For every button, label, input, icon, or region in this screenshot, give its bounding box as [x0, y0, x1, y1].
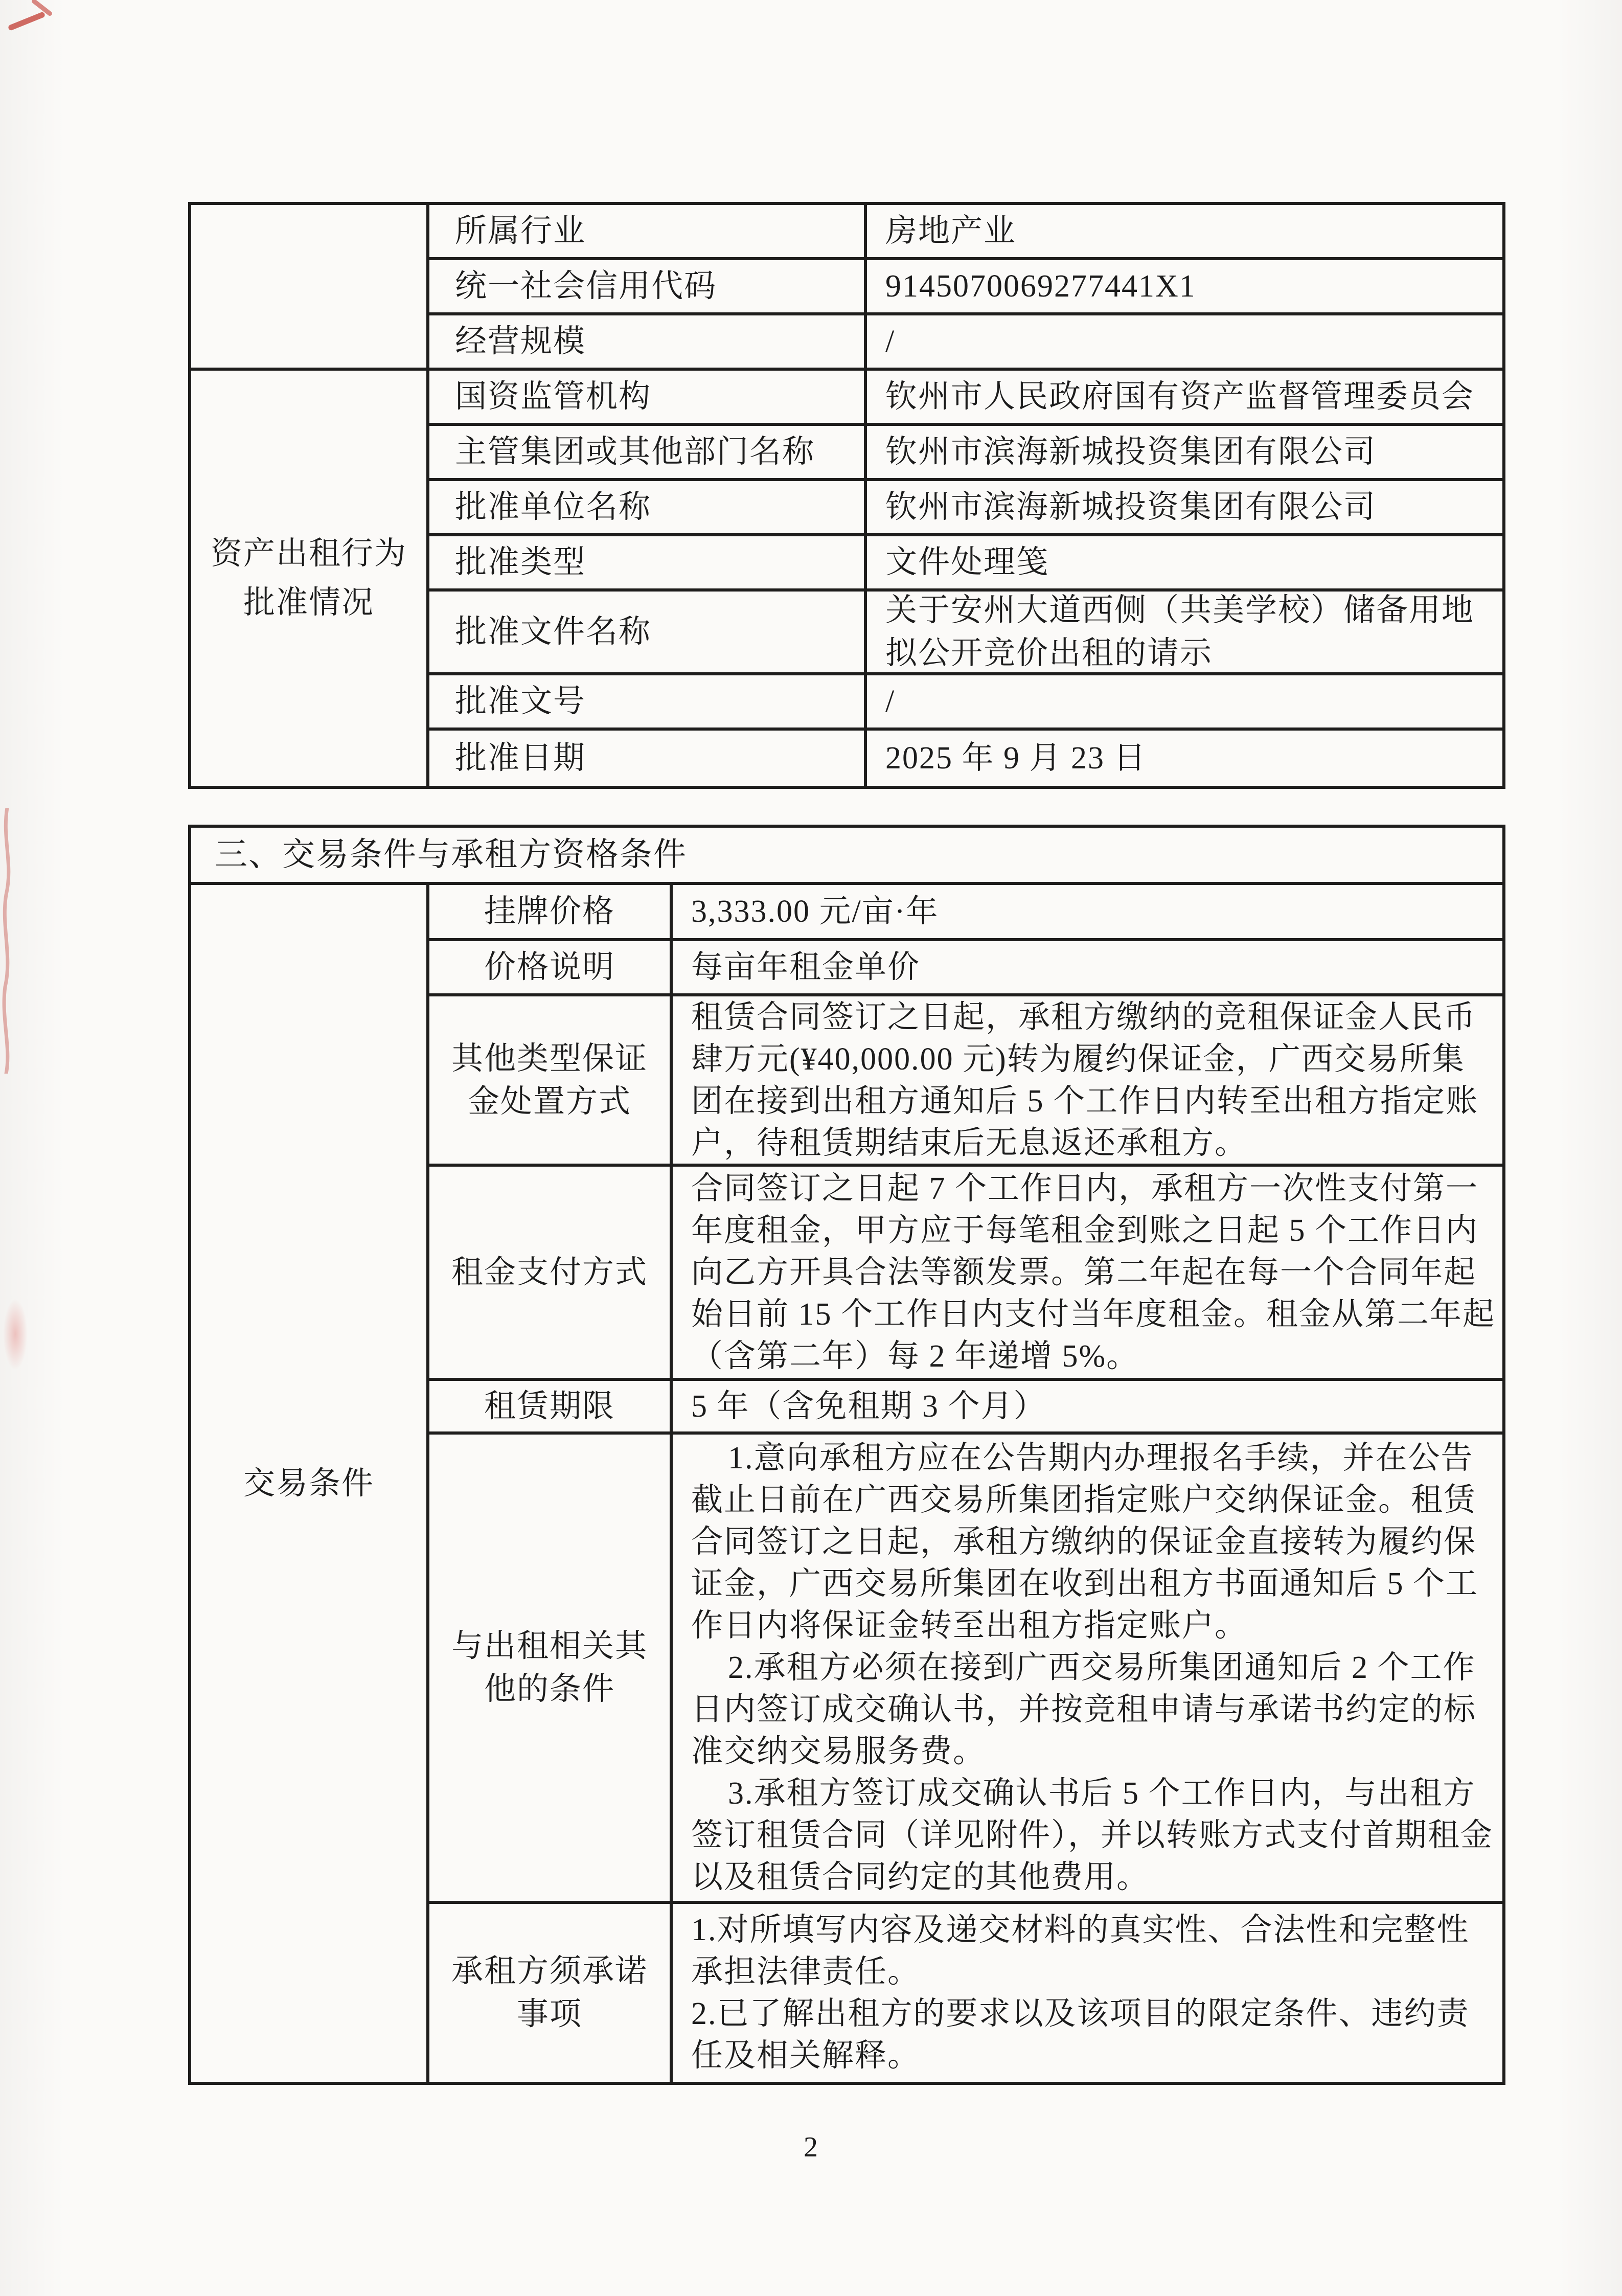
value-approval-type: 文件处理笺: [867, 536, 1502, 592]
label-lease-term: 租赁期限: [429, 1381, 673, 1435]
label-approval-doc-name: 批准文件名称: [429, 592, 867, 675]
value-credit-code: 9145070069277441X1: [867, 260, 1502, 315]
left-header-empty-cell: [191, 205, 429, 371]
page-number: 2: [804, 2131, 818, 2163]
value-lease-term: 5 年（含免租期 3 个月）: [673, 1381, 1502, 1435]
value-approval-doc-number: /: [867, 675, 1502, 731]
label-rent-payment: 租金支付方式: [429, 1167, 673, 1381]
red-pen-squiggle-icon: [0, 808, 15, 1074]
label-parent-group: 主管集团或其他部门名称: [429, 426, 867, 481]
value-other-conditions: 1.意向承租方应在公告期内办理报名手续，并在公告截止日前在广西交易所集团指定账户交纳保证金。租赁合同签订之日起，承租方缴纳的保证金直接转为履约保证金，广西交易所集团在收到出租方书面通知后 5 个工作日内将保证金转至出租方指定账户。 2.承租方必须在接到广西交易所集团通知后 2 个工作日内签订成交确认书，并按竞租申请与承诺书约定的标准交纳交易服务费。 3.承租方签订成交确认书后 5 个工作日内，与出租方签订租赁合同（详见附件），并以转账方式支付首期租金以及租赁合同约定的其他费用。: [673, 1435, 1502, 1904]
red-pen-stroke: [8, 11, 46, 31]
section-title-trade-conditions: 三、交易条件与承租方资格条件: [191, 828, 1502, 885]
label-business-scale: 经营规模: [429, 315, 867, 371]
label-approval-doc-number: 批准文号: [429, 675, 867, 731]
label-deposit-handling: 其他类型保证 金处置方式: [429, 996, 673, 1167]
label-lessee-commitments: 承租方须承诺 事项: [429, 1904, 673, 2082]
value-approval-unit: 钦州市滨海新城投资集团有限公司: [867, 481, 1502, 536]
value-approval-doc-name: 关于安州大道西侧（共美学校）储备用地拟公开竞价出租的请示: [867, 592, 1502, 675]
company-approval-table: [188, 202, 1505, 789]
section-header-trade-conditions: 交易条件: [191, 885, 429, 2082]
section-header-asset-lease-approval: 资产出租行为 批准情况: [191, 371, 429, 786]
value-lessee-commitments: 1.对所填写内容及递交材料的真实性、合法性和完整性承担法律责任。 2.已了解出租方的要求以及该项目的限定条件、违约责任及相关解释。: [691, 1913, 1470, 2073]
label-approval-unit: 批准单位名称: [429, 481, 867, 536]
value-approval-date: 2025 年 9 月 23 日: [885, 741, 1147, 776]
value-industry: 房地产业: [867, 205, 1502, 260]
value-rent-payment: 合同签订之日起 7 个工作日内，承租方一次性支付第一年度租金，甲方应于每笔租金到账之日起 5 个工作日内向乙方开具合法等额发票。第二年起在每一个合同年起始日前 15 个工作日内支付当年度租金。租金从第二年起（含第二年）每 2 年递增 5%。: [673, 1167, 1502, 1381]
trade-conditions-table: [188, 825, 1505, 2085]
value-business-scale: /: [867, 315, 1502, 371]
value-listing-price: 3,333.00 元/亩·年: [673, 885, 1502, 941]
value-deposit-handling: 租赁合同签订之日起，承租方缴纳的竞租保证金人民币肆万元(¥40,000.00 元)转为履约保证金，广西交易所集团在接到出租方通知后 5 个工作日内转至出租方指定账户，待租赁期结束后无息返还承租方。: [673, 996, 1502, 1167]
value-sasac-authority: 钦州市人民政府国有资产监督管理委员会: [867, 371, 1502, 426]
label-listing-price: 挂牌价格: [429, 885, 673, 941]
red-pen-mark: [6, 1, 67, 41]
label-other-conditions: 与出租相关其 他的条件: [429, 1435, 673, 1904]
label-approval-type: 批准类型: [429, 536, 867, 592]
label-price-note: 价格说明: [429, 941, 673, 996]
value-price-note: 每亩年租金单价: [673, 941, 1502, 996]
label-approval-date: 批准日期: [429, 731, 867, 786]
value-parent-group: 钦州市滨海新城投资集团有限公司: [867, 426, 1502, 481]
label-sasac-authority: 国资监管机构: [429, 371, 867, 426]
label-industry: 所属行业: [429, 205, 867, 260]
red-smudge-mark: [3, 1299, 28, 1370]
red-pen-stroke: [31, 0, 53, 17]
label-credit-code: 统一社会信用代码: [429, 260, 867, 315]
